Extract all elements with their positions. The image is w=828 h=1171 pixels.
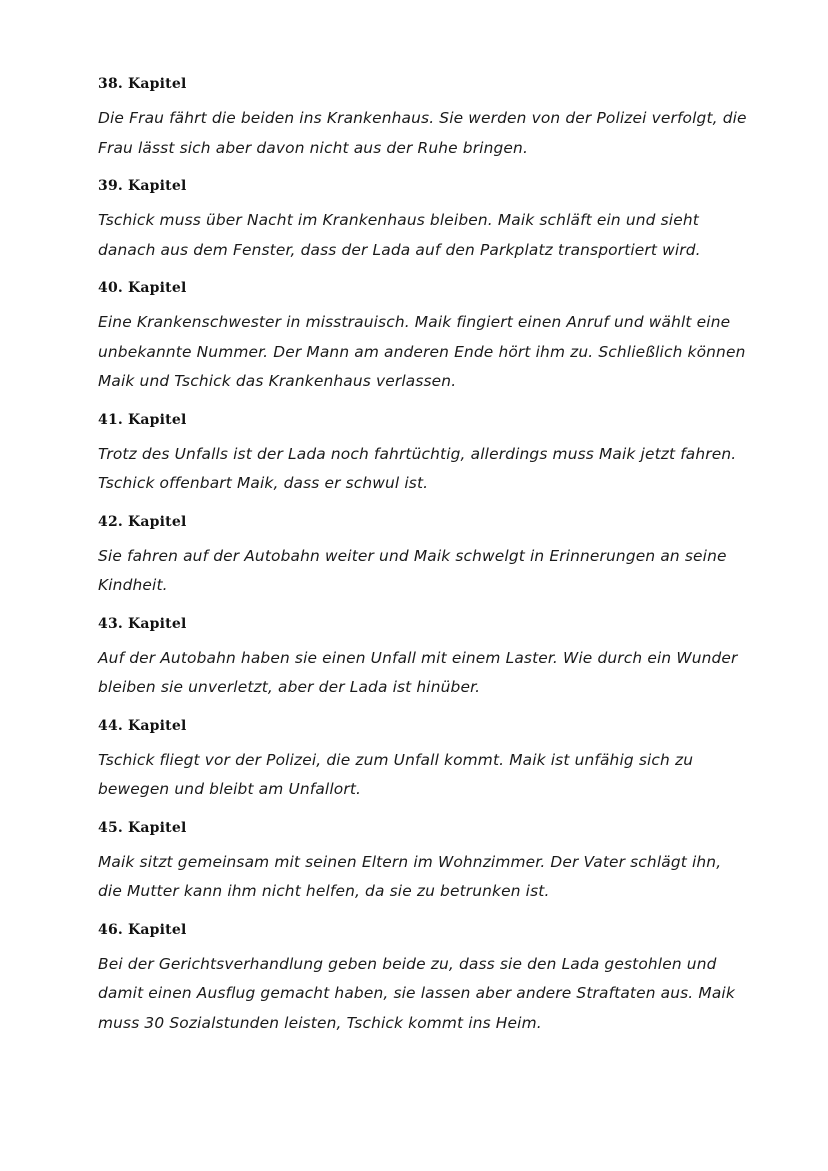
chapter-heading: 38. Kapitel (98, 76, 187, 92)
chapter-46 (98, 920, 748, 1039)
document-page (98, 74, 748, 1051)
chapter-43 (98, 614, 748, 703)
chapter-summary: Tschick fliegt vor der Polizei, die zum Unfall kommt. Maik ist unfähig sich zu bewegen und bleibt am Unfallort. (98, 750, 694, 798)
chapter-summary: Die Frau fährt die beiden ins Krankenhaus. Sie werden von der Polizei verfolgt, die Frau lässt sich aber davon nicht aus der Ruhe bringen. (98, 109, 747, 157)
chapter-summary: Maik sitzt gemeinsam mit seinen Eltern im Wohnzimmer. Der Vater schlägt ihn, die Mutter kann ihm nicht helfen, da sie zu betrunken ist. (98, 852, 722, 900)
chapter-heading: 46. Kapitel (98, 921, 187, 938)
chapter-heading: 41. Kapitel (98, 411, 187, 428)
chapter-heading: 42. Kapitel (98, 513, 187, 530)
chapter-41 (98, 410, 748, 499)
chapter-38 (98, 74, 748, 163)
chapter-44 (98, 716, 748, 805)
chapter-summary: Eine Krankenschwester in misstrauisch. Maik fingiert einen Anruf und wählt eine unbekannte Nummer. Der Mann am anderen Ende hört ihm zu. Schließlich können Maik und Tschick das Krankenhaus verlassen. (98, 313, 746, 390)
chapter-heading: 45. Kapitel (98, 819, 187, 836)
chapter-39 (98, 176, 748, 265)
chapter-40 (98, 278, 748, 397)
chapter-heading: 39. Kapitel (98, 178, 187, 194)
chapter-42 (98, 512, 748, 601)
chapter-summary: Trotz des Unfalls ist der Lada noch fahrtüchtig, allerdings muss Maik jetzt fahren. Tschick offenbart Maik, dass er schwul ist. (98, 444, 737, 492)
chapter-45 (98, 818, 748, 907)
chapter-heading: 43. Kapitel (98, 615, 187, 632)
chapter-summary: Sie fahren auf der Autobahn weiter und Maik schwelgt in Erinnerungen an seine Kindheit. (98, 546, 727, 594)
chapter-summary: Auf der Autobahn haben sie einen Unfall mit einem Laster. Wie durch ein Wunder bleiben sie unverletzt, aber der Lada ist hinüber. (98, 648, 738, 696)
chapter-heading: 40. Kapitel (98, 280, 187, 296)
chapter-summary: Bei der Gerichtsverhandlung geben beide zu, dass sie den Lada gestohlen und damit einen Ausflug gemacht haben, sie lassen aber andere Straftaten aus. Maik muss 30 Sozialstunden leisten, Tschick kommt ins Heim. (98, 954, 735, 1032)
chapter-summary: Tschick muss über Nacht im Krankenhaus bleiben. Maik schläft ein und sieht danach aus dem Fenster, dass der Lada auf den Parkplatz transportiert wird. (98, 211, 701, 259)
chapter-heading: 44. Kapitel (98, 717, 187, 734)
